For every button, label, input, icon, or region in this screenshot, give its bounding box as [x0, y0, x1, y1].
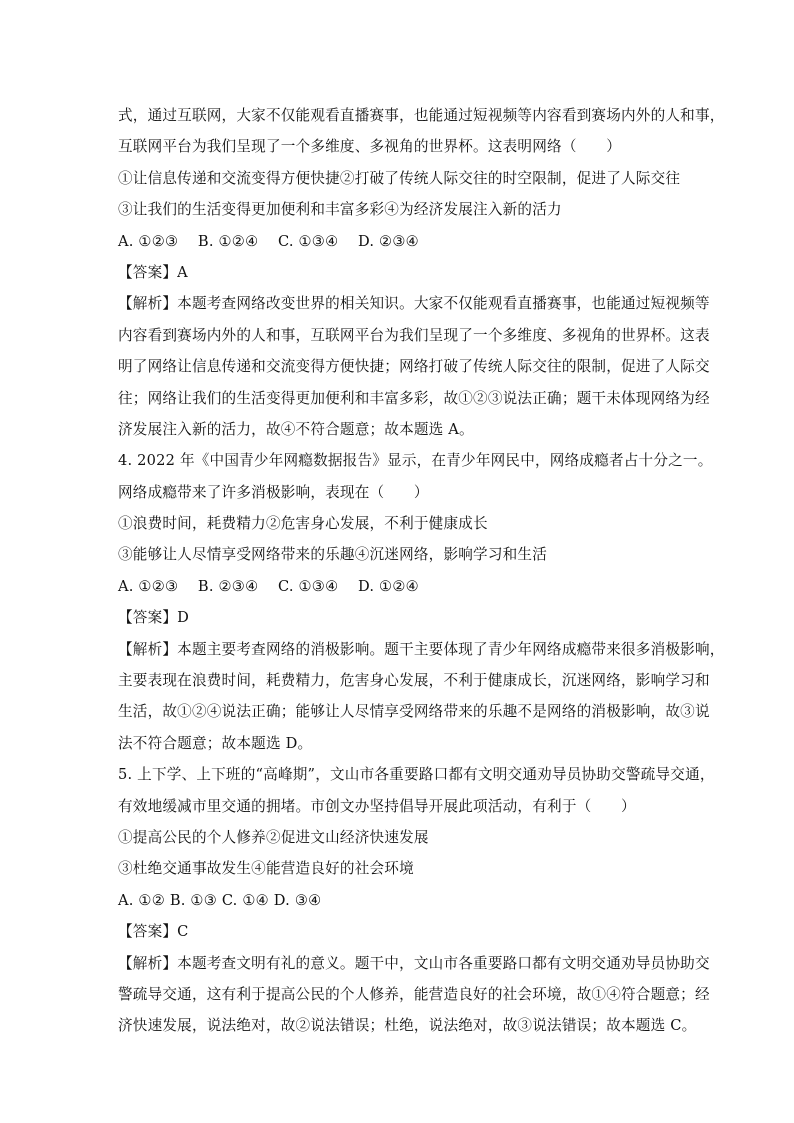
q4-analysis-line-4: 法不符合题意；故本题选 D。	[118, 734, 313, 752]
q4-analysis-line-2: 主要表现在浪费时间，耗费精力，危害身心发展，不利于健康成长，沉迷网络，影响学习和	[118, 672, 710, 690]
q3-stem-line-2: 互联网平台为我们呈现了一个多维度、多视角的世界杯。这表明网络（ ）	[118, 138, 621, 156]
q4-analysis-line-3: 生活，故①②④说法正确；能够让人尽情享受网络带来的乐趣不是网络的消极影响，故③说	[118, 703, 710, 721]
q5-analysis-line-1: 【解析】本题考查文明有礼的意义。题干中，文山市各重要路口都有文明交通劝导员协助交	[118, 954, 710, 972]
q4-stem-line-2: 网络成瘾带来了许多消极影响，表现在（ ）	[118, 483, 429, 501]
q3-analysis-line-1: 【解析】本题考查网络改变世界的相关知识。大家不仅能观看直播赛事，也能通过短视频等	[118, 295, 710, 313]
q5-options: A. ①② B. ①③ C. ①④ D. ③④	[118, 891, 322, 909]
q3-analysis-line-2: 内容看到赛场内外的人和事，互联网平台为我们呈现了一个多维度、多视角的世界杯。这表	[118, 326, 710, 344]
q4-analysis-line-1: 【解析】本题主要考查网络的消极影响。题干主要体现了青少年网络成瘾带来很多消极影响，	[118, 640, 725, 658]
q3-analysis-line-3: 明了网络让信息传递和交流变得方便快捷；网络打破了传统人际交往的限制，促进了人际交	[118, 358, 710, 376]
q5-stem-line-1: 5. 上下学、上下班的“高峰期”，文山市各重要路口都有文明交通劝导员协助交警疏导交通，	[118, 766, 715, 784]
q3-answer: 【答案】A	[118, 263, 188, 281]
q3-analysis-line-5: 济发展注入新的活力，故④不符合题意；故本题选 A。	[118, 420, 474, 438]
q3-analysis-line-4: 往；网络让我们的生活变得更加便利和丰富多彩，故①②③说法正确；题干未体现网络为经	[118, 389, 710, 407]
q5-statement-line-1: ①提高公民的个人修养②促进文山经济快速发展	[118, 828, 429, 846]
q4-stem-line-1: 4. 2022 年《中国青少年网瘾数据报告》显示，在青少年网民中，网络成瘾者占十分之一。	[118, 452, 713, 470]
q5-analysis-line-3: 济快速发展，说法绝对，故②说法错误；杜绝，说法绝对，故③说法错误；故本题选 C。	[118, 1017, 697, 1035]
q3-statement-line-2: ③让我们的生活变得更加便利和丰富多彩④为经济发展注入新的活力	[118, 201, 562, 219]
q5-analysis-line-2: 警疏导交通，这有利于提高公民的个人修养，能营造良好的社会环境，故①④符合题意；经	[118, 985, 710, 1003]
q3-options: A. ①②③ B. ①②④ C. ①③④ D. ②③④	[118, 232, 419, 250]
q4-answer: 【答案】D	[118, 609, 190, 627]
q3-statement-line-1: ①让信息传递和交流变得方便快捷②打破了传统人际交往的时空限制，促进了人际交往	[118, 169, 681, 187]
document-body	[118, 100, 725, 1042]
q5-statement-line-2: ③杜绝交通事故发生④能营造良好的社会环境	[118, 860, 414, 878]
q4-statement-line-2: ③能够让人尽情享受网络带来的乐趣④沉迷网络，影响学习和生活	[118, 546, 548, 564]
q4-statement-line-1: ①浪费时间，耗费精力②危害身心发展，不利于健康成长	[118, 515, 488, 533]
q4-options: A. ①②③ B. ②③④ C. ①③④ D. ①②④	[118, 577, 419, 595]
q5-stem-line-2: 有效地缓减市里交通的拥堵。市创文办坚持倡导开展此项活动，有利于（ ）	[118, 797, 636, 815]
q3-stem-line-1: 式，通过互联网，大家不仅能观看直播赛事，也能通过短视频等内容看到赛场内外的人和事，	[118, 107, 725, 124]
q5-answer: 【答案】C	[118, 923, 189, 941]
